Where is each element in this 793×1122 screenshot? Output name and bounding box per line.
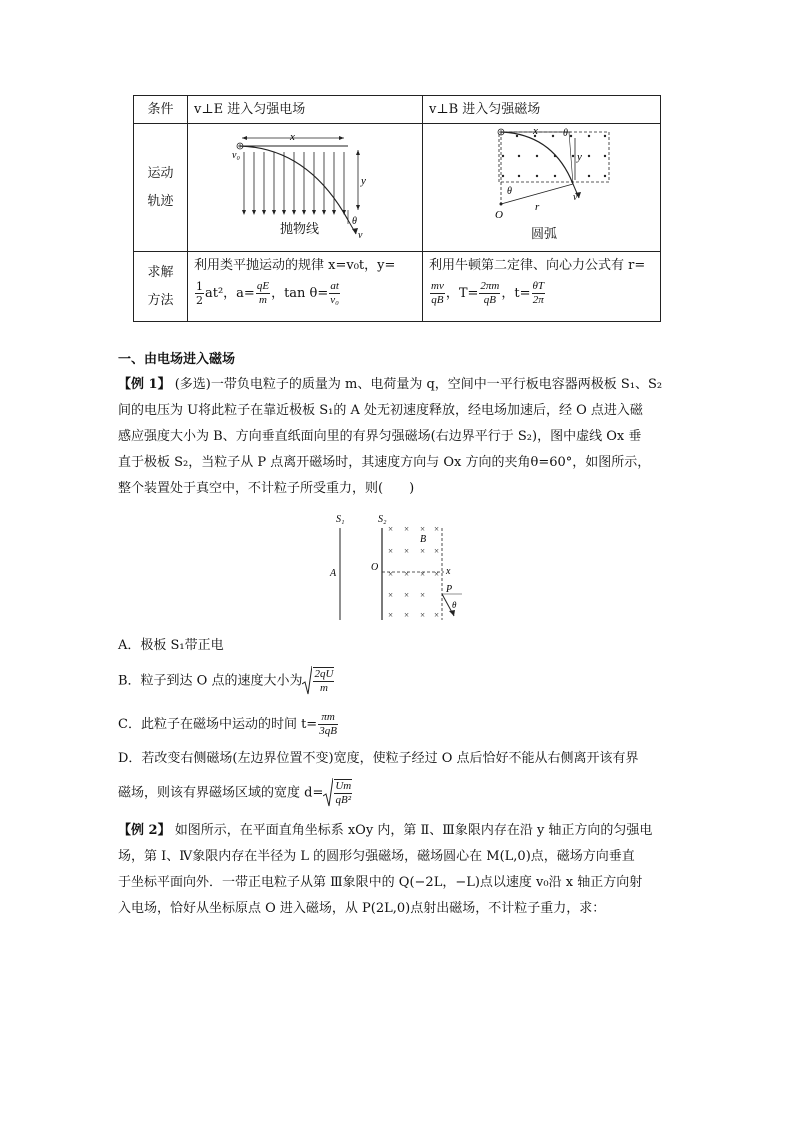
method-electric [188, 252, 423, 322]
method-magnetic-line2: $\frac{mv}{qB}$ ，T= $\frac{2\pi m}{qB}$ ，t= $\frac{\theta T}{2\pi}$ [431, 280, 545, 306]
frac-mv-qB: $\frac{mv}{qB}$ [431, 280, 444, 306]
label-S1: S₁ [336, 514, 345, 525]
label-O-ex1: O [371, 562, 379, 573]
label-v0: v₀ [232, 150, 240, 161]
parabola-cell [188, 124, 423, 252]
svg-text:×: × [388, 590, 394, 600]
sqrt-optB: $\frac{2qU}{m}$ [302, 666, 335, 696]
label-B: B [420, 534, 427, 545]
header-magnetic: v⊥B 进入匀强磁场 [423, 96, 661, 124]
example1-line1: 【例 1】 (多选)一带负电粒子的质量为 m、电荷量为 q，空间中一平行板电容器两极板 S₁、S₂ [118, 377, 663, 392]
label-y-right: y [577, 151, 582, 163]
svg-text:×: × [420, 610, 426, 620]
method-electric-line2: $\frac{1}{2}$ at²，a= $\frac{qE}{m}$ ，tan θ= $\frac{at}{\text{v₀}}$ [196, 280, 339, 307]
example2-line3: 于坐标平面向外．一带正电粒子从第 Ⅲ象限中的 Q(−2L，−L)点以速度 v₀沿 x 轴正方向射 [118, 875, 643, 890]
svg-text:×: × [388, 569, 394, 579]
frac-t: $\frac{\theta T}{2\pi}$ [532, 280, 545, 306]
frac-at-v0: $\frac{at}{\text{v₀}}$ [330, 280, 339, 306]
method-magnetic [423, 252, 661, 322]
example1-line2: 间的电压为 U将此粒子在靠近极板 S₁的 A 处无初速度释放，经电场加速后，经 O 点进入磁 [118, 403, 643, 418]
sqrt-optD: $\frac{Um}{\text{qB²}}$ [323, 778, 353, 808]
label-A: A [330, 568, 337, 579]
label-x-right: x [533, 125, 538, 137]
method-magnetic-line1: 利用牛顿第二定律、向心力公式有 r= [429, 258, 646, 273]
row-label-trajectory: 运动 轨迹 [134, 124, 188, 252]
example1-figure [326, 510, 466, 622]
example1-line5: 整个装置处于真空中，不计粒子所受重力，则( ) [118, 481, 415, 496]
svg-text:×: × [434, 546, 440, 556]
label-theta: θ [352, 216, 357, 227]
method-electric-line1: 利用类平抛运动的规律 x=v₀t，y= [194, 258, 396, 273]
svg-text:×: × [420, 546, 426, 556]
label-v-right: v [573, 192, 578, 203]
svg-text:×: × [388, 546, 394, 556]
label-theta-top: θ [563, 128, 568, 139]
svg-text:×: × [420, 569, 426, 579]
option-A: A．极板 S₁带正电 [118, 638, 224, 653]
svg-text:×: × [404, 610, 410, 620]
example1-text [118, 372, 678, 502]
option-D [118, 746, 678, 808]
header-condition: 条件 [134, 96, 188, 124]
example1-line3: 感应强度大小为 B、方向垂直纸面向里的有界匀强磁场(右边界平行于 S₂)，图中虚线 Ox 垂 [118, 429, 642, 444]
label-O: O [495, 209, 503, 221]
option-D-line1: D．若改变右侧磁场(左边界位置不变)宽度，使粒子经过 O 点后恰好不能从右侧离开该有界 [118, 751, 639, 766]
example2-line1: 【例 2】 如图所示，在平面直角坐标系 xOy 内，第 Ⅱ、Ⅲ象限内存在沿 y 轴正方向的匀强电 [118, 823, 653, 838]
example1-line4: 直于极板 S₂，当粒子从 P 点离开磁场时，其速度方向与 Ox 方向的夹角θ=60°，如图所示， [118, 455, 651, 470]
svg-text:×: × [434, 524, 440, 534]
label-v: v [358, 230, 363, 241]
option-C: C．此粒子在磁场中运动的时间 t= $\frac{\pi m}{3qB}$ [118, 711, 337, 737]
label-theta-O: θ [507, 186, 512, 197]
svg-text:×: × [420, 524, 426, 534]
arc-cell [423, 124, 661, 252]
example2-text [118, 818, 678, 922]
label-P: P [446, 584, 453, 595]
label-r: r [535, 201, 540, 213]
frac-qE-m: $\frac{qE}{m}$ [256, 280, 270, 306]
svg-text:×: × [404, 590, 410, 600]
header-electric: v⊥E 进入匀强电场 [188, 96, 423, 124]
caption-parabola: 抛物线 [280, 222, 320, 237]
comparison-table [133, 95, 661, 322]
label-theta-ex1: θ [452, 600, 457, 610]
frac-optC: $\frac{\pi m}{3qB}$ [319, 711, 337, 737]
example2-line4: 入电场，恰好从坐标原点 O 进入磁场，从 P(2L,0)点射出磁场，不计粒子重力，求： [118, 901, 606, 916]
svg-text:×: × [388, 524, 394, 534]
svg-text:×: × [434, 610, 440, 620]
label-y: y [361, 175, 366, 187]
caption-arc: 圆弧 [531, 227, 558, 242]
row-label-method: 求解 方法 [134, 252, 188, 322]
section-title: 一、由电场进入磁场 [118, 352, 236, 367]
frac-half: $\frac{1}{2}$ [196, 280, 203, 307]
svg-text:×: × [420, 590, 426, 600]
svg-text:×: × [404, 524, 410, 534]
svg-text:×: × [388, 610, 394, 620]
svg-text:×: × [404, 569, 410, 579]
option-D-line2: 磁场，则该有界磁场区域的宽度 d= $\frac{Um}{\text{qB²}}$ [118, 780, 352, 806]
svg-text:×: × [434, 569, 440, 579]
example2-line2: 场，第 Ⅰ、Ⅳ象限内存在半径为 L 的圆形匀强磁场，磁场圆心在 M(L,0)点，磁场方向垂直 [118, 849, 635, 864]
label-x: x [290, 131, 295, 143]
svg-text:×: × [404, 546, 410, 556]
frac-T: $\frac{2\pi m}{qB}$ [480, 280, 500, 306]
option-B: B．粒子到达 O 点的速度大小为 $\frac{2qU}{m}$ [118, 668, 334, 694]
label-S2: S₂ [378, 514, 387, 525]
label-x-ex1: x [446, 566, 451, 577]
